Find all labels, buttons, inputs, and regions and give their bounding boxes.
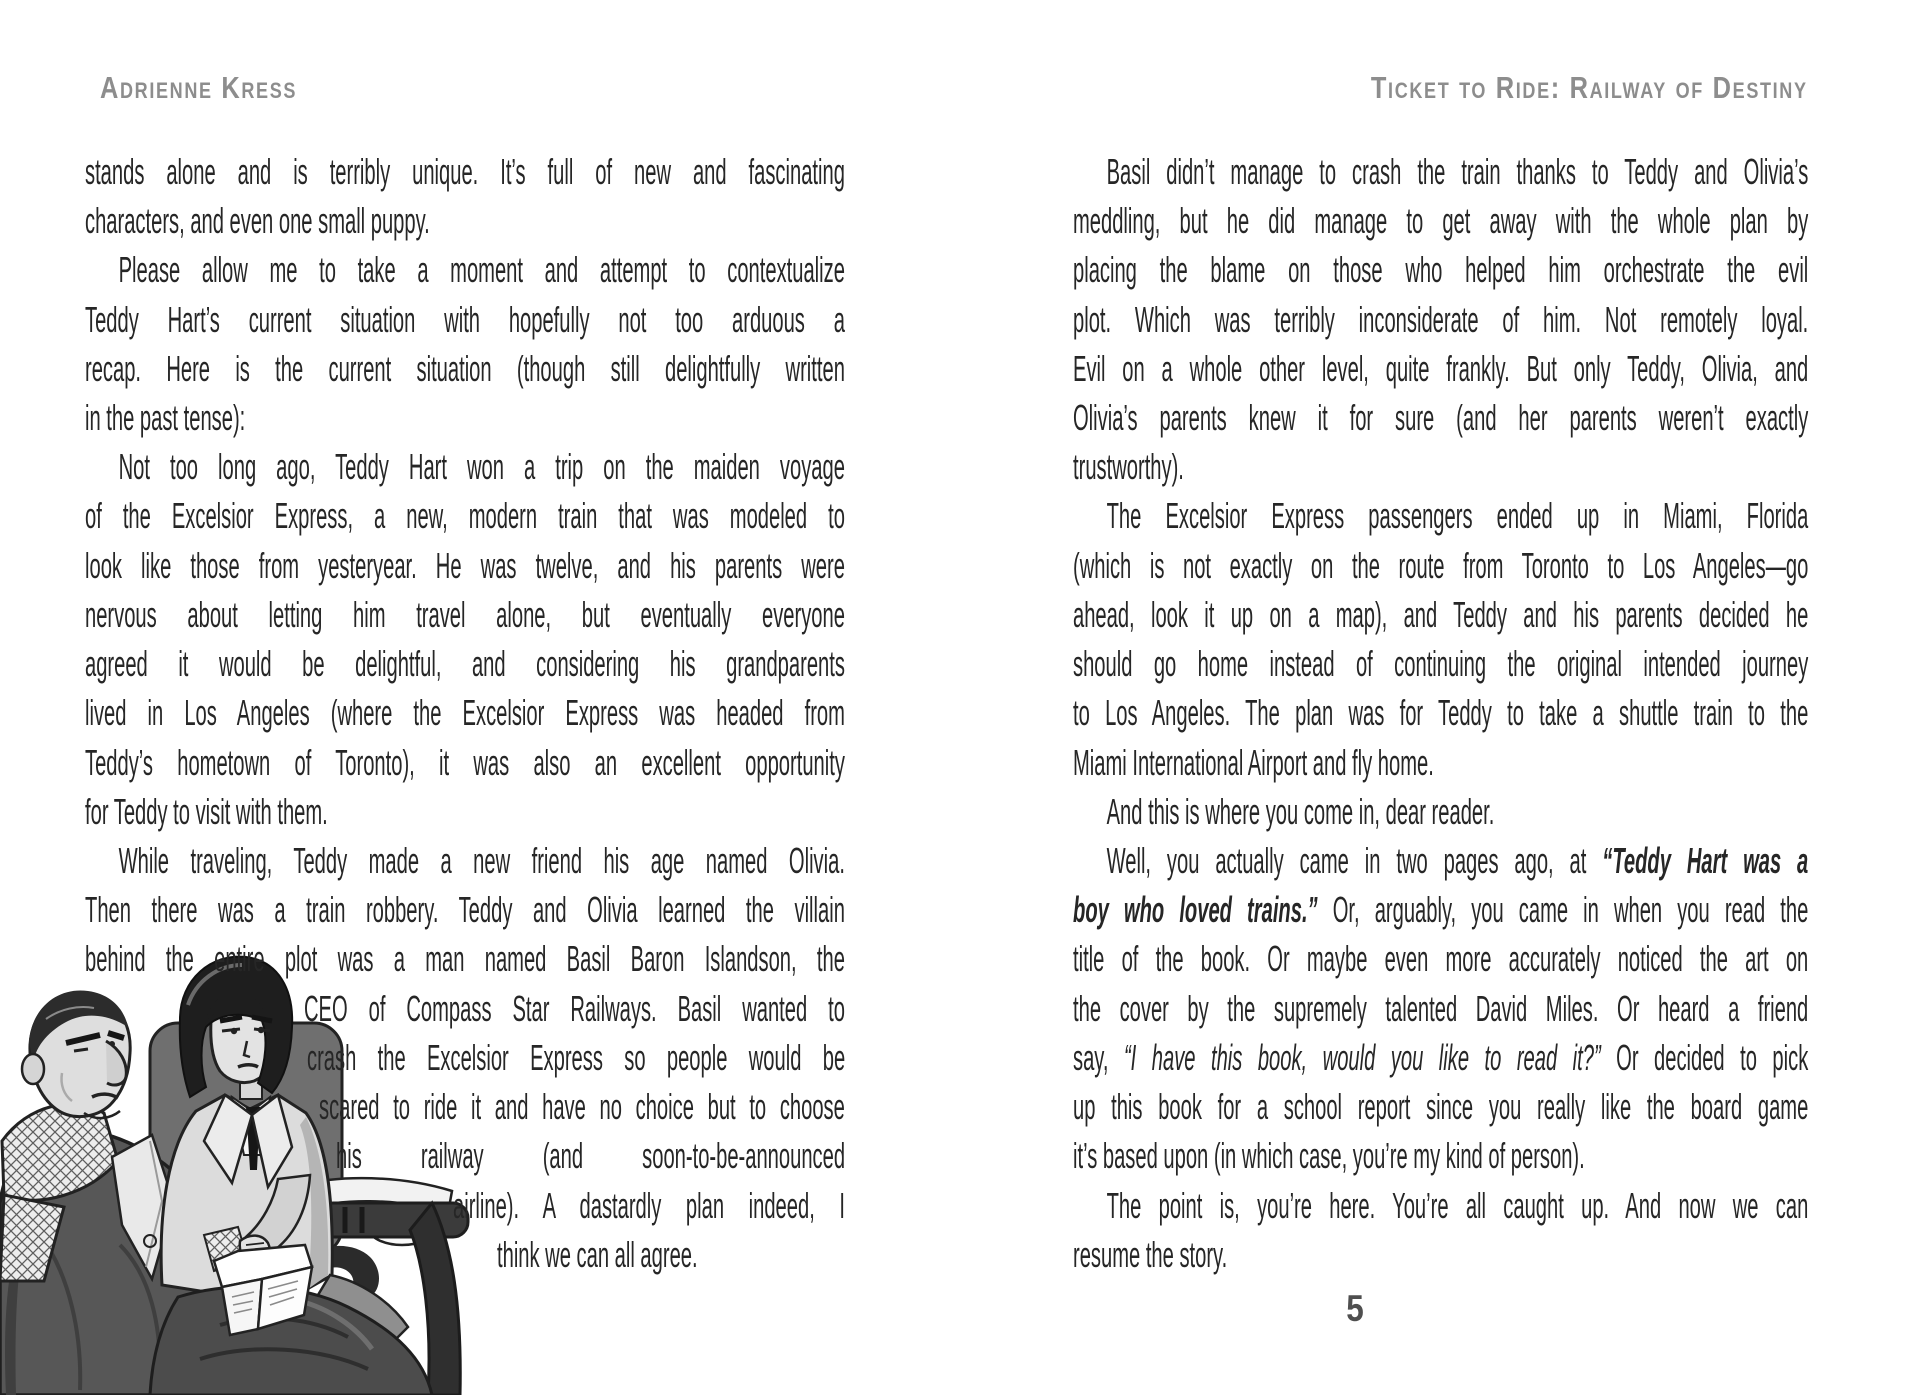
text-line: And this is where you come in, dear reader.	[1106, 791, 1495, 832]
text-segment-italic: “I have this book, would you like to read it?”	[1123, 1037, 1601, 1078]
text-segment: Or decided to pick	[1600, 1037, 1809, 1078]
text-line-wrapped: his railway (and soon-to-be-announced	[336, 1135, 846, 1176]
text-line: up this book for a school report since you really like the board game	[1073, 1086, 1809, 1127]
text-line: meddling, but he did manage to get away with the whole plan by	[1073, 200, 1809, 241]
text-line: ahead, look it up on a map), and Teddy and his parents decided he	[1073, 594, 1809, 635]
book-page-left	[222, 1279, 262, 1335]
text-line: for Teddy to visit with them.	[85, 791, 328, 832]
text-line	[1073, 885, 1808, 935]
text-line: Then there was a train robbery. Teddy and Olivia learned the villain	[85, 889, 845, 930]
text-line: agreed it would be delightful, and considering his grandparents	[85, 643, 845, 684]
text-line: should go home instead of continuing the original intended journey	[1073, 643, 1809, 684]
text-line: The point is, you’re here. You’re all caught up. And now we can	[1106, 1185, 1809, 1226]
text-line: Teddy Hart’s current situation with hopefully not too arduous a	[85, 299, 845, 340]
text-segment: say,	[1073, 1037, 1124, 1078]
page-number: 5	[1346, 1288, 1364, 1329]
text-segment-bold-italic: boy who loved trains.”	[1073, 889, 1318, 930]
text-line	[1073, 836, 1808, 886]
text-line: While traveling, Teddy made a new friend his age named Olivia.	[118, 840, 845, 881]
text-line-wrapped: airline). A dastardly plan indeed, I	[453, 1185, 845, 1226]
text-line: placing the blame on those who helped him orchestrate the evil	[1073, 249, 1809, 290]
text-line: Not too long ago, Teddy Hart won a trip on the maiden voyage	[118, 446, 845, 487]
text-line: title of the book. Or maybe even more accurately noticed the art on	[1073, 938, 1809, 979]
text-line: of the Excelsior Express, a new, modern train that was modeled to	[85, 495, 845, 536]
text-line: it’s based upon (in which case, you’re my kind of person).	[1073, 1135, 1585, 1176]
text-line-wrapped: think we can all agree.	[497, 1234, 698, 1275]
right-page	[1073, 147, 1808, 1287]
text-line-wrapped: scared to ride it and have no choice but to choose	[319, 1086, 845, 1127]
text-segment-bold-italic: “Teddy Hart was a	[1602, 840, 1809, 881]
basil-ear	[22, 1054, 44, 1084]
text-segment: Or, arguably, you came in when you read the	[1317, 889, 1809, 930]
text-line: look like those from yesteryear. He was twelve, and his parents were	[85, 545, 845, 586]
text-line: Olivia’s parents knew it for sure (and her parents weren’t exactly	[1073, 397, 1809, 438]
text-line: The Excelsior Express passengers ended up in Miami, Florida	[1106, 495, 1809, 536]
text-line: trustworthy).	[1073, 446, 1184, 487]
text-line: in the past tense):	[85, 397, 246, 438]
text-line: Teddy’s hometown of Toronto), it was also an excellent opportunity	[85, 742, 845, 783]
text-line	[1073, 1033, 1808, 1083]
text-line: Please allow me to take a moment and attempt to contextualize	[118, 249, 845, 290]
running-header-author: Adrienne Kress	[100, 70, 298, 105]
left-page	[85, 147, 845, 1287]
text-segment: Well, you actually came in two pages ago, at	[1106, 840, 1603, 881]
running-header-title: Ticket to Ride: Railway of Destiny	[1371, 70, 1808, 105]
text-line: stands alone and is terribly unique. It’s full of new and fascinating	[85, 151, 845, 192]
text-line: the cover by the supremely talented David Miles. Or heard a friend	[1073, 988, 1809, 1029]
text-line: characters, and even one small puppy.	[85, 200, 430, 241]
text-line: plot. Which was terribly inconsiderate of him. Not remotely loyal.	[1073, 299, 1809, 340]
text-line: Miami International Airport and fly home.	[1073, 742, 1434, 783]
text-line: Evil on a whole other level, quite frankly. But only Teddy, Olivia, and	[1073, 348, 1809, 389]
text-line: Basil didn’t manage to crash the train thanks to Teddy and Olivia’s	[1106, 151, 1809, 192]
text-line: resume the story.	[1073, 1234, 1228, 1275]
text-line: behind the entire plot was a man named Basil Baron Islandson, the	[85, 938, 845, 979]
text-line: (which is not exactly on the route from Toronto to Los Angeles—go	[1073, 545, 1809, 586]
text-line: lived in Los Angeles (where the Excelsior Express was headed from	[85, 692, 845, 733]
text-line: recap. Here is the current situation (though still delightfully written	[85, 348, 845, 389]
text-line-wrapped: crash the Excelsior Express so people would be	[307, 1037, 846, 1078]
text-line: to Los Angeles. The plan was for Teddy to take a shuttle train to the	[1073, 692, 1809, 733]
text-line: nervous about letting him travel alone, but eventually everyone	[85, 594, 845, 635]
text-line-wrapped: CEO of Compass Star Railways. Basil wanted to	[304, 988, 845, 1029]
